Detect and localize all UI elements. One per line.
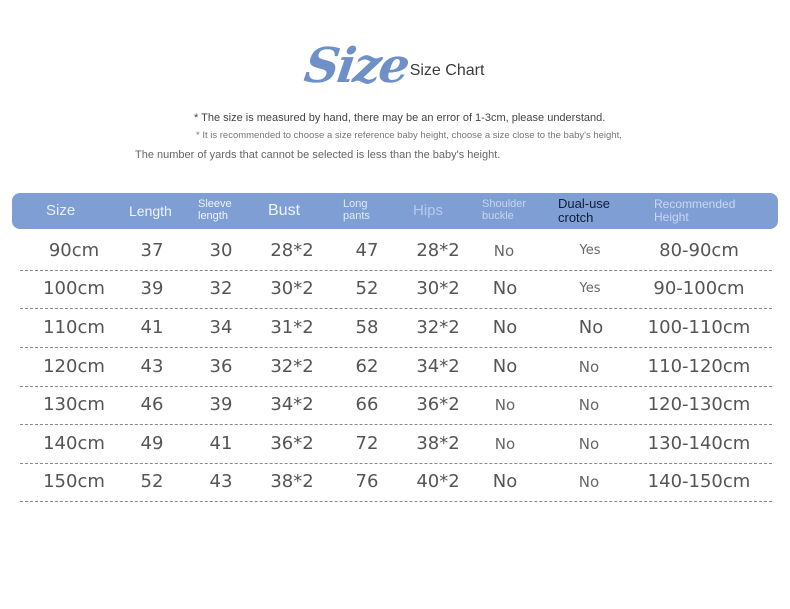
cell-hips: 28*2 xyxy=(416,240,460,261)
cell-dual-use-crotch: No xyxy=(578,358,600,376)
table-row xyxy=(20,463,772,502)
note-measurement: * The size is measured by hand, there may be an error of 1-3cm, please understand. xyxy=(194,112,606,124)
header-recommended-height: Recommended Height xyxy=(654,197,736,224)
cell-length: 43 xyxy=(140,356,164,377)
header-bust: Bust xyxy=(268,201,301,219)
cell-size: 110cm xyxy=(43,317,105,338)
table-row xyxy=(20,386,772,425)
cell-sleeve: 41 xyxy=(209,433,233,454)
cell-bust: 31*2 xyxy=(270,317,314,338)
cell-hips: 40*2 xyxy=(416,471,460,492)
cell-hips: 34*2 xyxy=(416,356,460,377)
cell-recommended-height: 80-90cm xyxy=(659,240,739,261)
cell-bust: 36*2 xyxy=(270,433,314,454)
cell-long-pants: 58 xyxy=(355,317,379,338)
cell-length: 37 xyxy=(140,240,164,261)
title xyxy=(301,34,485,94)
cell-bust: 32*2 xyxy=(270,356,314,377)
cell-recommended-height: 130-140cm xyxy=(647,433,751,454)
header-shoulder-buckle: Shoulder buckle xyxy=(482,198,527,222)
cell-hips: 36*2 xyxy=(416,394,460,415)
header-sleeve-length: Sleeve length xyxy=(198,198,232,222)
cell-length: 41 xyxy=(140,317,164,338)
cell-recommended-height: 120-130cm xyxy=(647,394,751,415)
cell-size: 130cm xyxy=(43,394,105,415)
cell-shoulder-buckle: No xyxy=(492,471,518,492)
cell-bust: 30*2 xyxy=(270,278,314,299)
cell-hips: 38*2 xyxy=(416,433,460,454)
table-row xyxy=(20,232,772,271)
size-script-logo: Size xyxy=(301,38,412,94)
cell-sleeve: 32 xyxy=(209,278,233,299)
cell-bust: 34*2 xyxy=(270,394,314,415)
cell-size: 100cm xyxy=(43,278,105,299)
header-dual-use-crotch: Dual-use crotch xyxy=(558,196,611,225)
cell-recommended-height: 140-150cm xyxy=(647,471,751,492)
cell-long-pants: 52 xyxy=(355,278,379,299)
note-yards: The number of yards that cannot be selected is less than the baby's height. xyxy=(135,149,501,161)
cell-sleeve: 36 xyxy=(209,356,233,377)
cell-shoulder-buckle: No xyxy=(492,356,518,377)
cell-shoulder-buckle: No xyxy=(493,242,515,260)
cell-long-pants: 72 xyxy=(355,433,379,454)
cell-recommended-height: 110-120cm xyxy=(647,356,751,377)
cell-shoulder-buckle: No xyxy=(494,435,516,453)
cell-size: 120cm xyxy=(43,356,105,377)
header-length: Length xyxy=(129,202,172,219)
cell-long-pants: 76 xyxy=(355,471,379,492)
cell-recommended-height: 90-100cm xyxy=(653,278,745,299)
cell-length: 52 xyxy=(140,471,164,492)
cell-sleeve: 43 xyxy=(209,471,233,492)
cell-size: 90cm xyxy=(48,240,100,261)
cell-dual-use-crotch: Yes xyxy=(579,281,601,296)
cell-long-pants: 47 xyxy=(355,240,379,261)
cell-shoulder-buckle: No xyxy=(492,317,518,338)
cell-size: 140cm xyxy=(43,433,105,454)
header-size: Size xyxy=(46,202,76,220)
cell-sleeve: 39 xyxy=(209,394,233,415)
cell-hips: 30*2 xyxy=(416,278,460,299)
cell-hips: 32*2 xyxy=(416,317,460,338)
header-hips: Hips xyxy=(413,202,444,220)
cell-dual-use-crotch: No xyxy=(578,473,600,491)
cell-recommended-height: 100-110cm xyxy=(647,317,751,338)
cell-length: 49 xyxy=(140,433,164,454)
cell-dual-use-crotch: Yes xyxy=(579,243,601,258)
cell-dual-use-crotch: No xyxy=(578,435,600,453)
table-row xyxy=(20,270,772,309)
cell-dual-use-crotch: No xyxy=(578,317,604,338)
table-row xyxy=(20,348,772,387)
cell-shoulder-buckle: No xyxy=(494,396,516,414)
cell-sleeve: 34 xyxy=(209,317,233,338)
cell-shoulder-buckle: No xyxy=(492,278,518,299)
header-long-pants: Long pants xyxy=(343,198,370,222)
table-header xyxy=(12,193,778,229)
table-row xyxy=(20,425,772,464)
cell-bust: 28*2 xyxy=(270,240,314,261)
cell-bust: 38*2 xyxy=(270,471,314,492)
cell-sleeve: 30 xyxy=(209,240,233,261)
cell-length: 39 xyxy=(140,278,164,299)
note-recommendation: * It is recommended to choose a size reference baby height, choose a size close to the baby's height, xyxy=(196,130,622,141)
cell-long-pants: 62 xyxy=(355,356,379,377)
page-title: Size Chart xyxy=(409,62,485,79)
cell-length: 46 xyxy=(140,394,164,415)
cell-size: 150cm xyxy=(43,471,105,492)
cell-long-pants: 66 xyxy=(355,394,379,415)
cell-dual-use-crotch: No xyxy=(578,396,600,414)
table-row xyxy=(20,309,772,348)
